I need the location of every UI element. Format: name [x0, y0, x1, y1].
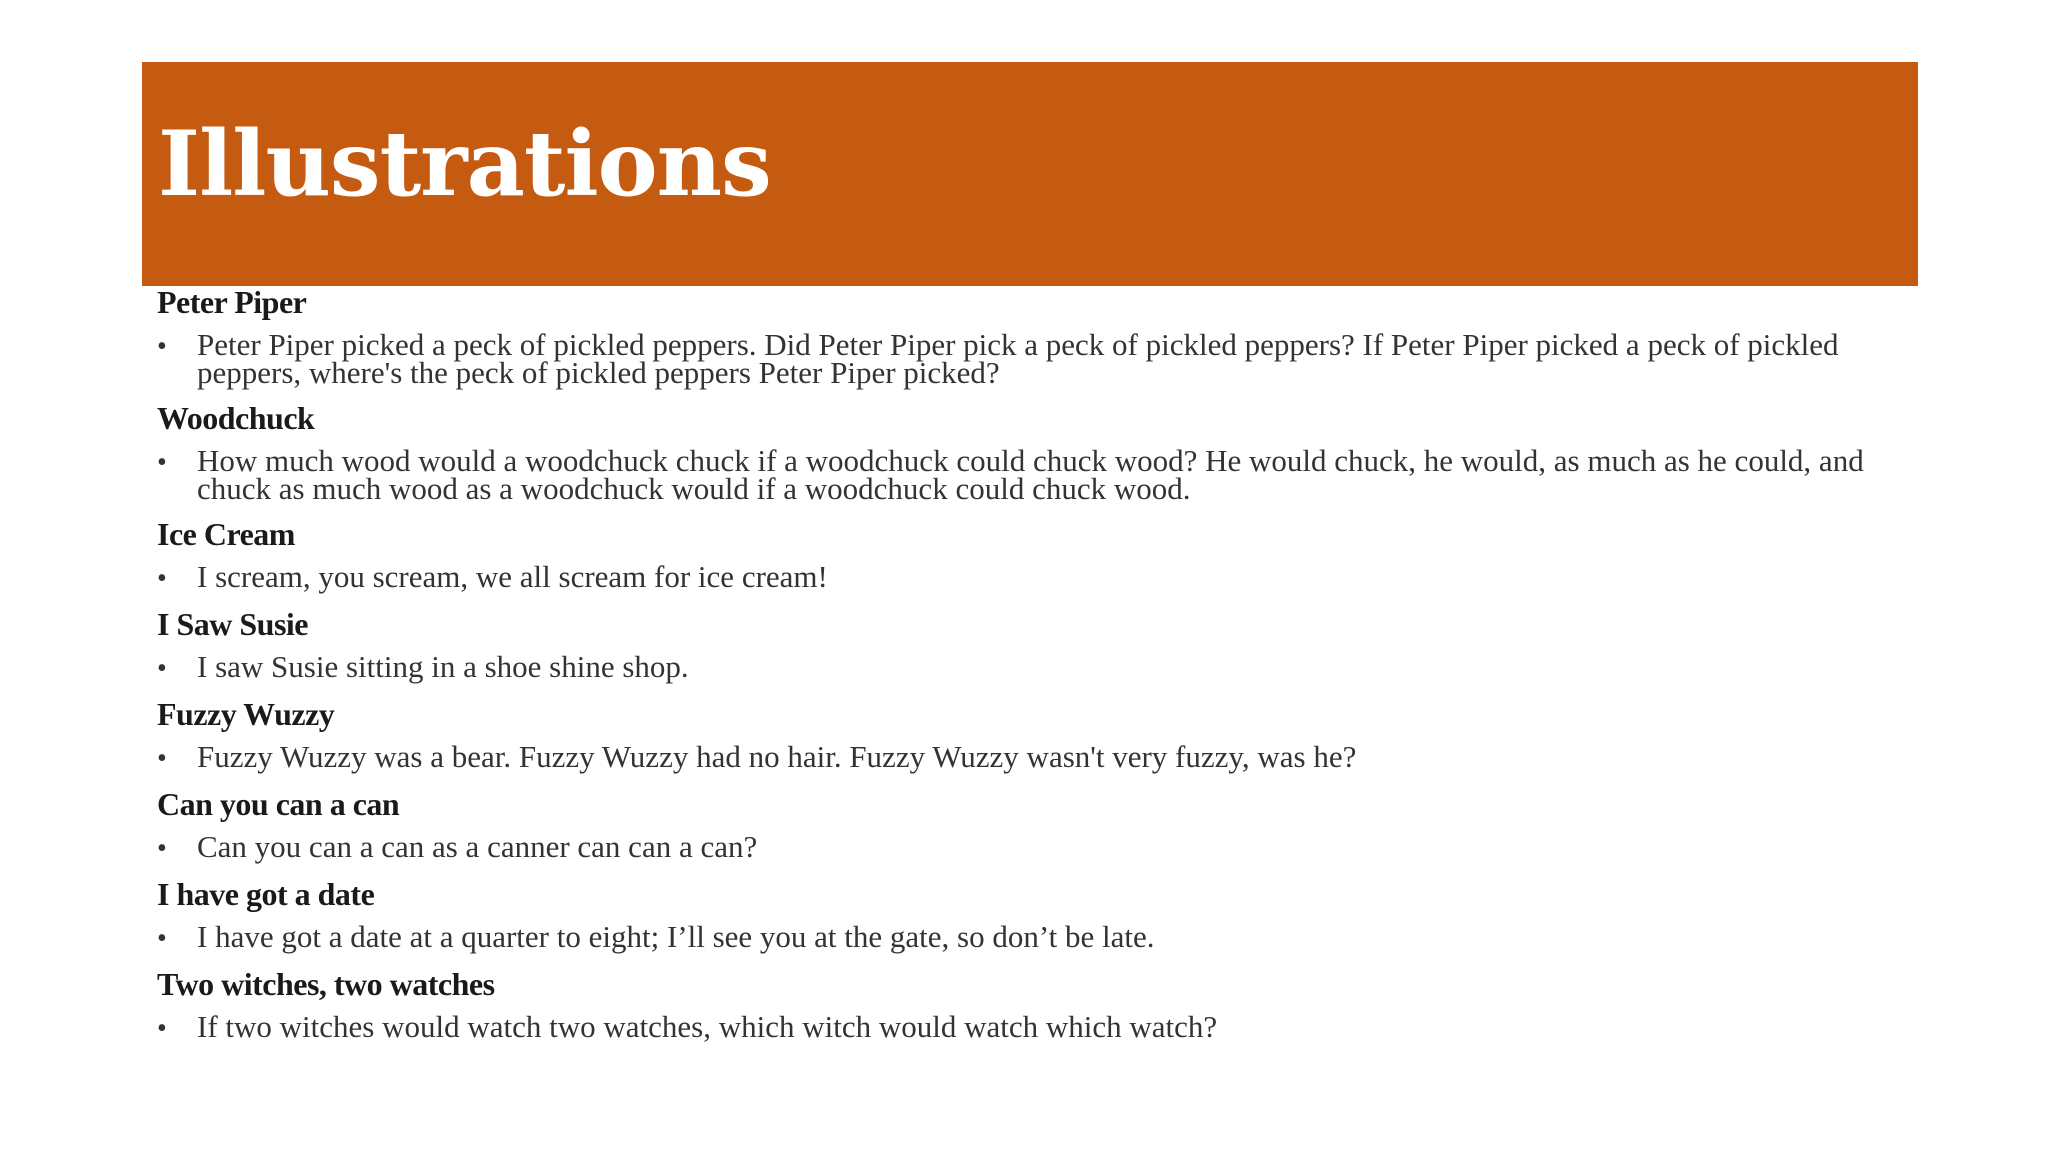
bullet-text: How much wood would a woodchuck chuck if a woodchuck could chuck wood? He would chuck, he would, as much as he could, and chuck as much wood as a woodchuck would if a woodchuck could chuck wood. — [197, 443, 1864, 506]
section-fuzzy-wuzzy — [157, 695, 1897, 773]
bullet-icon: • — [157, 447, 167, 478]
bullet-icon: • — [157, 1013, 167, 1044]
section-heading: Fuzzy Wuzzy — [157, 696, 335, 732]
list-item — [157, 443, 1897, 506]
bullet-text: I have got a date at a quarter to eight; I’ll see you at the gate, so don’t be late. — [197, 919, 1155, 954]
slide-content — [157, 283, 1897, 1055]
list-item — [157, 327, 1897, 390]
bullet-icon: • — [157, 923, 167, 954]
section-heading: Two witches, two watches — [157, 966, 495, 1002]
section-can-you-can-a-can — [157, 785, 1897, 863]
section-i-have-got-a-date — [157, 875, 1897, 953]
section-two-witches — [157, 965, 1897, 1043]
section-heading: Ice Cream — [157, 516, 295, 552]
bullet-text: I saw Susie sitting in a shoe shine shop. — [197, 649, 689, 684]
bullet-text: I scream, you scream, we all scream for ice cream! — [197, 559, 828, 594]
section-heading: I have got a date — [157, 876, 375, 912]
section-ice-cream — [157, 515, 1897, 593]
section-woodchuck — [157, 399, 1897, 506]
bullet-icon: • — [157, 653, 167, 684]
list-item — [157, 829, 1897, 864]
section-heading: Peter Piper — [157, 284, 307, 320]
list-item — [157, 1009, 1897, 1044]
section-heading: Woodchuck — [157, 400, 315, 436]
bullet-text: Peter Piper picked a peck of pickled peppers. Did Peter Piper pick a peck of pickled peppers? If Peter Piper picked a peck of pickled peppers, where's the peck of pickled peppers Peter Piper picked? — [197, 327, 1839, 390]
bullet-icon: • — [157, 331, 167, 362]
bullet-text: Can you can a can as a canner can can a can? — [197, 829, 758, 864]
bullet-icon: • — [157, 743, 167, 774]
section-heading: I Saw Susie — [157, 606, 308, 642]
list-item — [157, 649, 1897, 684]
list-item — [157, 739, 1897, 774]
bullet-text: If two witches would watch two watches, which witch would watch which watch? — [197, 1009, 1218, 1044]
section-peter-piper — [157, 283, 1897, 390]
bullet-icon: • — [157, 563, 167, 594]
bullet-text: Fuzzy Wuzzy was a bear. Fuzzy Wuzzy had no hair. Fuzzy Wuzzy wasn't very fuzzy, was he? — [197, 739, 1357, 774]
list-item — [157, 559, 1897, 594]
section-heading: Can you can a can — [157, 786, 400, 822]
title-banner — [142, 62, 1918, 286]
list-item — [157, 919, 1897, 954]
slide-title: Illustrations — [158, 111, 771, 217]
section-i-saw-susie — [157, 605, 1897, 683]
bullet-icon: • — [157, 833, 167, 864]
